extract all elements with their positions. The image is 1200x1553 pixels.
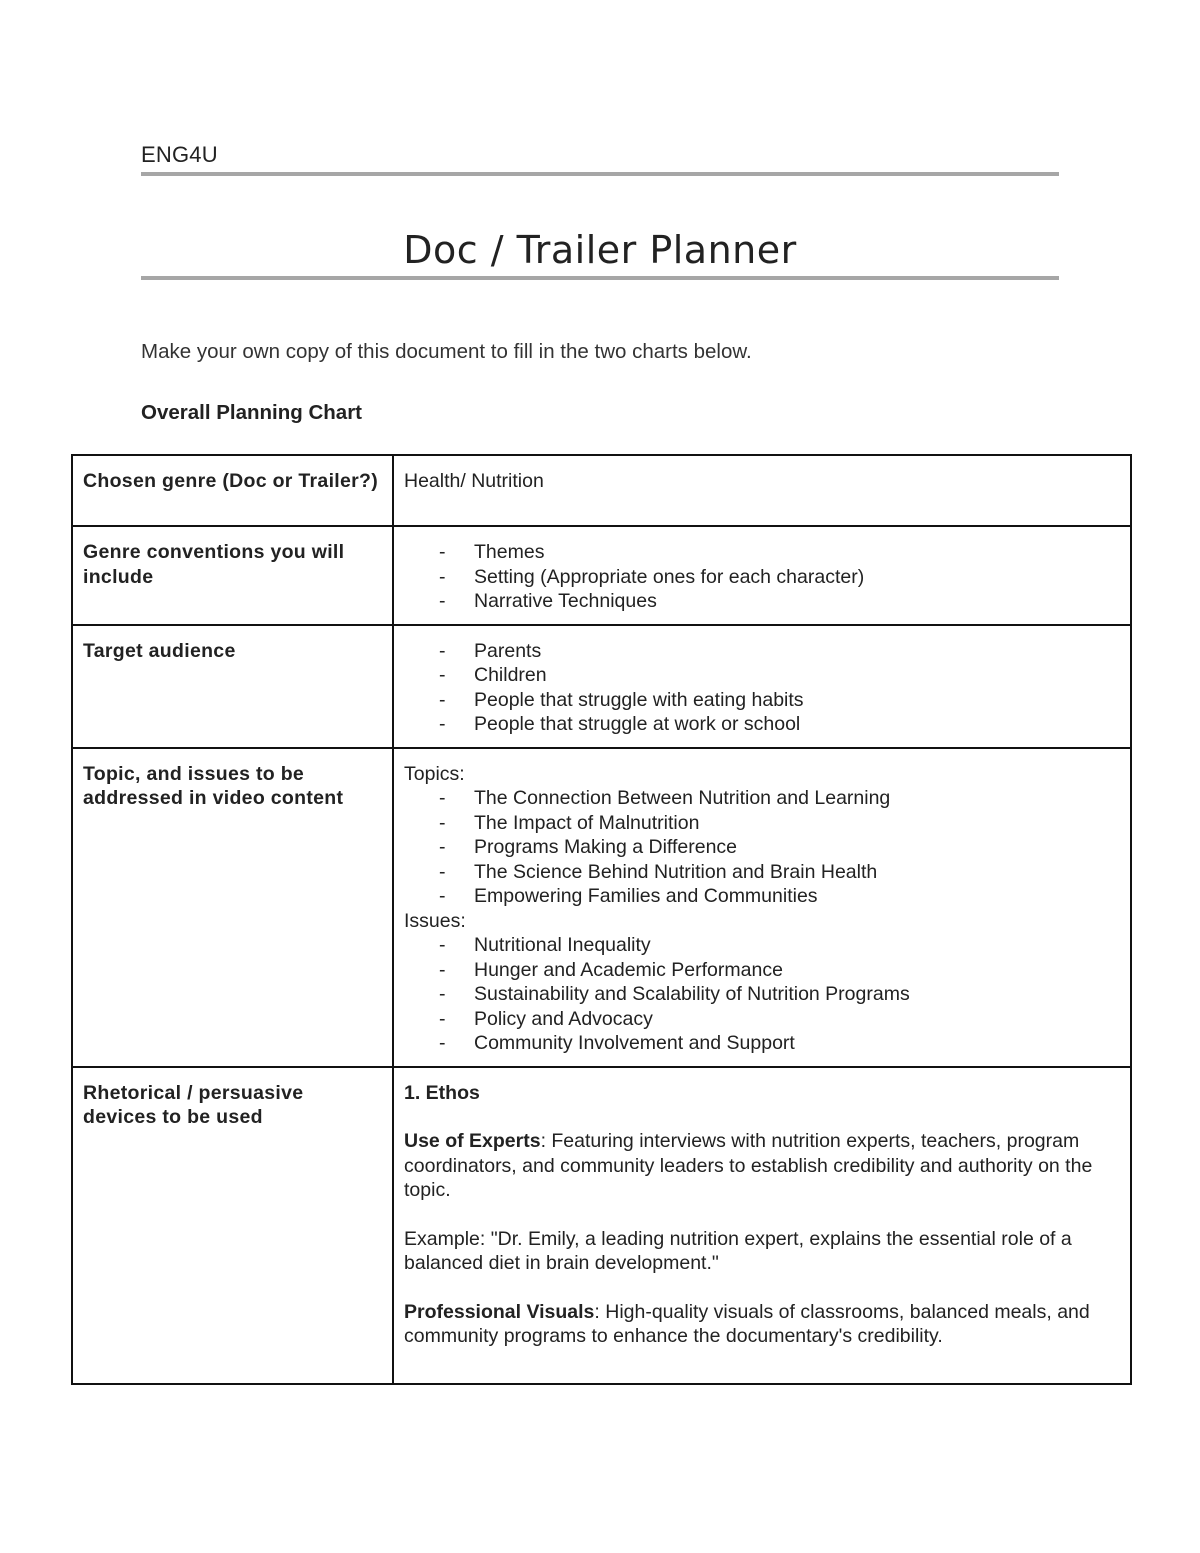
row-value-topics[interactable] (393, 748, 1131, 1067)
list-dash: - (439, 565, 446, 588)
list-item: - Setting (Appropriate ones for each character) (439, 565, 865, 588)
list-dash: - (439, 688, 446, 711)
list-item: - People that struggle with eating habits (439, 688, 804, 711)
list-item: - People that struggle at work or school (439, 713, 801, 735)
row-value-audience[interactable] (393, 625, 1131, 748)
list-item: - The Impact of Malnutrition (439, 811, 700, 834)
list-dash: - (439, 713, 446, 735)
visuals-paragraph (404, 1300, 1120, 1349)
topics-list (404, 786, 1120, 909)
audience-list (404, 639, 1120, 737)
spacer (404, 1203, 1120, 1227)
list-item: - Parents (439, 639, 542, 662)
list-dash: - (439, 958, 446, 981)
conventions-list (404, 540, 1120, 614)
page-title: Doc / Trailer Planner (403, 228, 797, 272)
course-code: ENG4U (141, 142, 218, 167)
list-dash: - (439, 590, 446, 612)
list-dash: - (439, 983, 446, 1005)
list-dash: - (439, 811, 446, 834)
list-dash: - (439, 885, 446, 907)
row-value-genre[interactable]: Health/ Nutrition (393, 455, 1131, 526)
table-row (72, 455, 1131, 526)
ethos-heading: 1. Ethos (404, 1081, 480, 1104)
list-item: - Narrative Techniques (439, 590, 657, 612)
list-dash: - (439, 1007, 446, 1030)
list-item: - Empowering Families and Communities (439, 885, 818, 907)
issues-list (404, 933, 1120, 1056)
planning-chart (71, 454, 1132, 1385)
table-row (72, 526, 1131, 625)
title-divider (141, 276, 1059, 280)
list-item: - Policy and Advocacy (439, 1007, 653, 1030)
list-dash: - (439, 860, 446, 883)
list-dash: - (439, 541, 446, 563)
table-row (72, 625, 1131, 748)
table-row (72, 1067, 1131, 1384)
list-item: - Programs Making a Difference (439, 836, 738, 858)
list-item: - Hunger and Academic Performance (439, 958, 783, 981)
row-value-conventions[interactable] (393, 526, 1131, 625)
row-label-genre: Chosen genre (Doc or Trailer?) (72, 455, 393, 526)
chart-heading: Overall Planning Chart (141, 401, 362, 424)
experts-label: Use of Experts (404, 1130, 541, 1152)
visuals-text: : High-quality visuals of classrooms, balanced meals, and community programs to enhance the documentary's credibility. (404, 1300, 1090, 1347)
topics-heading: Topics: (404, 762, 465, 785)
row-label-conventions: Genre conventions you will include (72, 526, 393, 625)
experts-text: : Featuring interviews with nutrition experts, teachers, program coordinators, and community leaders to establish credibility and authority on the topic. (404, 1130, 1093, 1201)
issues-heading: Issues: (404, 909, 466, 932)
list-dash: - (439, 639, 446, 662)
header-divider (141, 172, 1059, 176)
list-item: - Nutritional Inequality (439, 934, 651, 956)
list-item: - The Connection Between Nutrition and Learning (439, 787, 891, 809)
list-dash: - (439, 934, 446, 956)
list-item: - Themes (439, 541, 545, 563)
visuals-label: Professional Visuals (404, 1300, 595, 1323)
list-item: - Children (439, 664, 547, 686)
list-item: - Sustainability and Scalability of Nutrition Programs (439, 983, 910, 1005)
experts-paragraph (404, 1129, 1120, 1203)
list-dash: - (439, 1032, 446, 1054)
spacer (404, 1105, 1120, 1129)
list-dash: - (439, 836, 446, 858)
list-item: - The Science Behind Nutrition and Brain Health (439, 860, 878, 883)
list-dash: - (439, 787, 446, 809)
row-label-audience: Target audience (72, 625, 393, 748)
spacer (404, 1276, 1120, 1300)
list-dash: - (439, 664, 446, 686)
list-item: - Community Involvement and Support (439, 1032, 795, 1054)
table-row (72, 748, 1131, 1067)
instructions-text: Make your own copy of this document to fill in the two charts below. (141, 340, 752, 363)
example-paragraph: Example: "Dr. Emily, a leading nutrition expert, explains the essential role of a balanced diet in brain development." (404, 1227, 1072, 1274)
row-label-topics: Topic, and issues to be addressed in video content (72, 748, 393, 1067)
row-value-rhetoric[interactable] (393, 1067, 1131, 1384)
row-label-rhetoric: Rhetorical / persuasive devices to be used (72, 1067, 393, 1384)
